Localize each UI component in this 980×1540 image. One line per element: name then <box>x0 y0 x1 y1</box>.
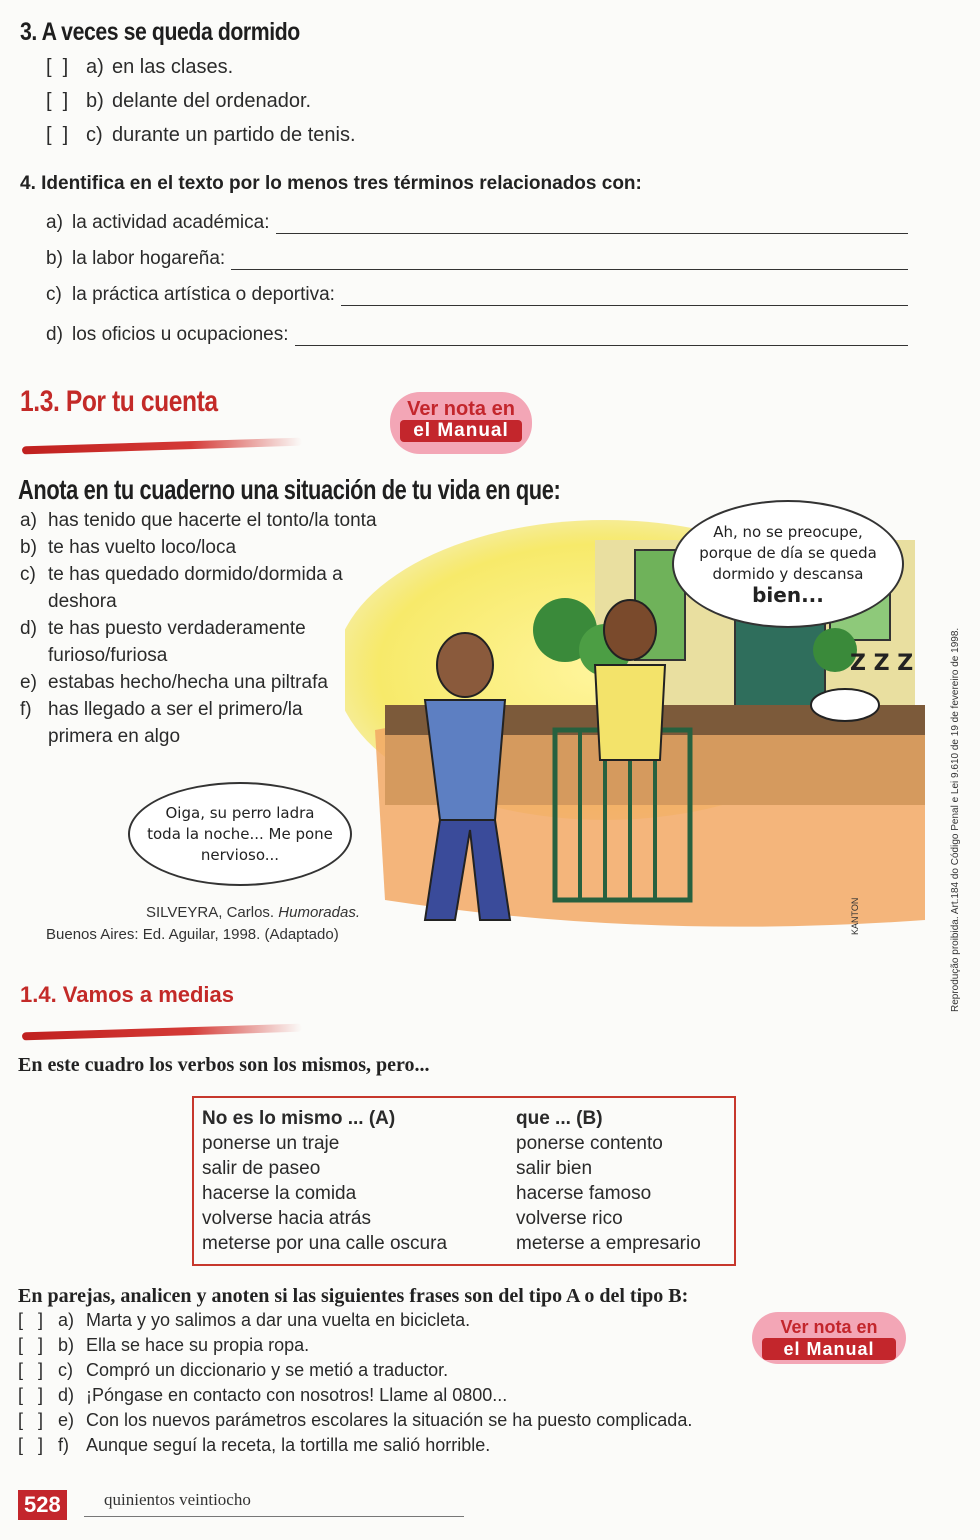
write-line[interactable] <box>295 327 908 346</box>
copyright-notice: Reprodução proibida. Art.184 do Código Penal e Lei 9.610 de 19 de fevereiro de 1998. <box>950 627 961 1012</box>
footer-rule <box>84 1516 464 1517</box>
credit-line-2: Buenos Aires: Ed. Aguilar, 1998. (Adaptado) <box>46 926 339 943</box>
sentence-item[interactable]: [ ] c) Compró un diccionario y se metió a traductor. <box>18 1358 692 1383</box>
list-item: d) te has puesto verdaderamente furioso/furiosa <box>20 618 306 666</box>
manual-note-badge[interactable]: Ver nota en el Manual <box>390 392 532 454</box>
write-line[interactable] <box>341 287 908 306</box>
question-3-options <box>46 56 356 158</box>
brush-underline <box>22 1024 302 1041</box>
column-b: que ... (B) ponerse contento salir bien hacerse famoso volverse rico meterse a empresario <box>516 1108 701 1254</box>
manual-note-badge[interactable]: Ver nota en el Manual <box>752 1312 906 1364</box>
column-a: No es lo mismo ... (A) ponerse un traje salir de paseo hacerse la comida volverse hacia atrás meterse por una calle oscura <box>202 1108 448 1254</box>
speech-bubble-neighbor: Ah, no se preocupe, porque de día se queda dormido y descansa bien... <box>672 500 904 628</box>
sentence-item[interactable]: [ ] d) ¡Póngase en contacto con nosotros! Llame al 0800... <box>18 1383 692 1408</box>
answer-checkbox[interactable]: [ ] <box>46 56 69 78</box>
page-number: 528 <box>18 1490 67 1520</box>
answer-line-a[interactable]: a) la actividad académica: <box>46 212 908 234</box>
man-left-shirt <box>425 700 505 820</box>
sentence-item[interactable]: [ ] f) Aunque seguí la receta, la tortilla me salió horrible. <box>18 1433 692 1458</box>
write-line[interactable] <box>276 215 909 234</box>
speech-bubble-visitor: Oiga, su perro ladra toda la noche... Me pone nervioso... <box>128 782 352 886</box>
question-3-title: 3. A veces se queda dormido <box>20 18 300 46</box>
answer-checkbox[interactable]: [ ] <box>18 1385 44 1405</box>
answer-line-b[interactable]: b) la labor hogareña: <box>46 248 908 270</box>
sentence-list <box>18 1308 692 1458</box>
option-a[interactable]: [ ] a) en las clases. <box>46 56 234 78</box>
brush-underline <box>22 438 302 455</box>
answer-checkbox[interactable]: [ ] <box>18 1435 44 1455</box>
question-4-title: 4. Identifica en el texto por lo menos tres términos relacionados con: <box>20 173 642 194</box>
man-left-head <box>437 633 493 697</box>
option-b[interactable]: [ ] b) delante del ordenador. <box>46 90 312 112</box>
answer-checkbox[interactable]: [ ] <box>18 1360 44 1380</box>
artist-signature: KANTON <box>850 897 860 935</box>
zzz-label: Z Z Z <box>850 651 914 676</box>
answer-checkbox[interactable]: [ ] <box>18 1310 44 1330</box>
list-item: b) te has vuelto loco/loca <box>20 537 237 558</box>
man-right-shirt <box>595 665 665 760</box>
list-item: e) estabas hecho/hecha una piltrafa <box>20 672 328 693</box>
answer-checkbox[interactable]: [ ] <box>18 1410 44 1430</box>
sentence-item[interactable]: [ ] b) Ella se hace su propia ropa. <box>18 1333 692 1358</box>
answer-checkbox[interactable]: [ ] <box>18 1335 44 1355</box>
section-1-3-instruction: Anota en tu cuaderno una situación de tu vida en que: <box>18 474 561 505</box>
credit-line-1: SILVEYRA, Carlos. Humoradas. <box>146 904 360 921</box>
section-1-4-title: 1.4. Vamos a medias <box>20 982 235 1007</box>
section-1-3-title: 1.3. Por tu cuenta <box>20 385 218 418</box>
situation-list <box>20 507 420 750</box>
answer-line-c[interactable]: c) la práctica artística o deportiva: <box>46 284 908 306</box>
sentence-item[interactable]: [ ] a) Marta y yo salimos a dar una vuelta en bicicleta. <box>18 1308 692 1333</box>
page-number-words: quinientos veintiocho <box>104 1490 251 1509</box>
answer-checkbox[interactable]: [ ] <box>46 90 69 112</box>
pairs-instruction: En parejas, analicen y anoten si las siguientes frases son del tipo A o del tipo B: <box>18 1285 689 1307</box>
sleeping-dog-icon <box>811 689 879 721</box>
answer-line-d[interactable]: d) los oficios u ocupaciones: <box>46 324 908 346</box>
list-item: c) te has quedado dormido/dormida a deshora <box>20 564 343 612</box>
sentence-item[interactable]: [ ] e) Con los nuevos parámetros escolares la situación se ha puesto complicada. <box>18 1408 692 1433</box>
option-c[interactable]: [ ] c) durante un partido de tenis. <box>46 124 356 146</box>
man-right-head <box>604 600 656 660</box>
list-item: a) has tenido que hacerte el tonto/la tonta <box>20 510 377 531</box>
list-item: f) has llegado a ser el primero/la primera en algo <box>20 699 303 747</box>
section-1-4-intro: En este cuadro los verbos son los mismos, pero... <box>18 1054 430 1076</box>
comparison-table <box>192 1096 736 1266</box>
write-line[interactable] <box>231 251 908 270</box>
answer-checkbox[interactable]: [ ] <box>46 124 69 146</box>
